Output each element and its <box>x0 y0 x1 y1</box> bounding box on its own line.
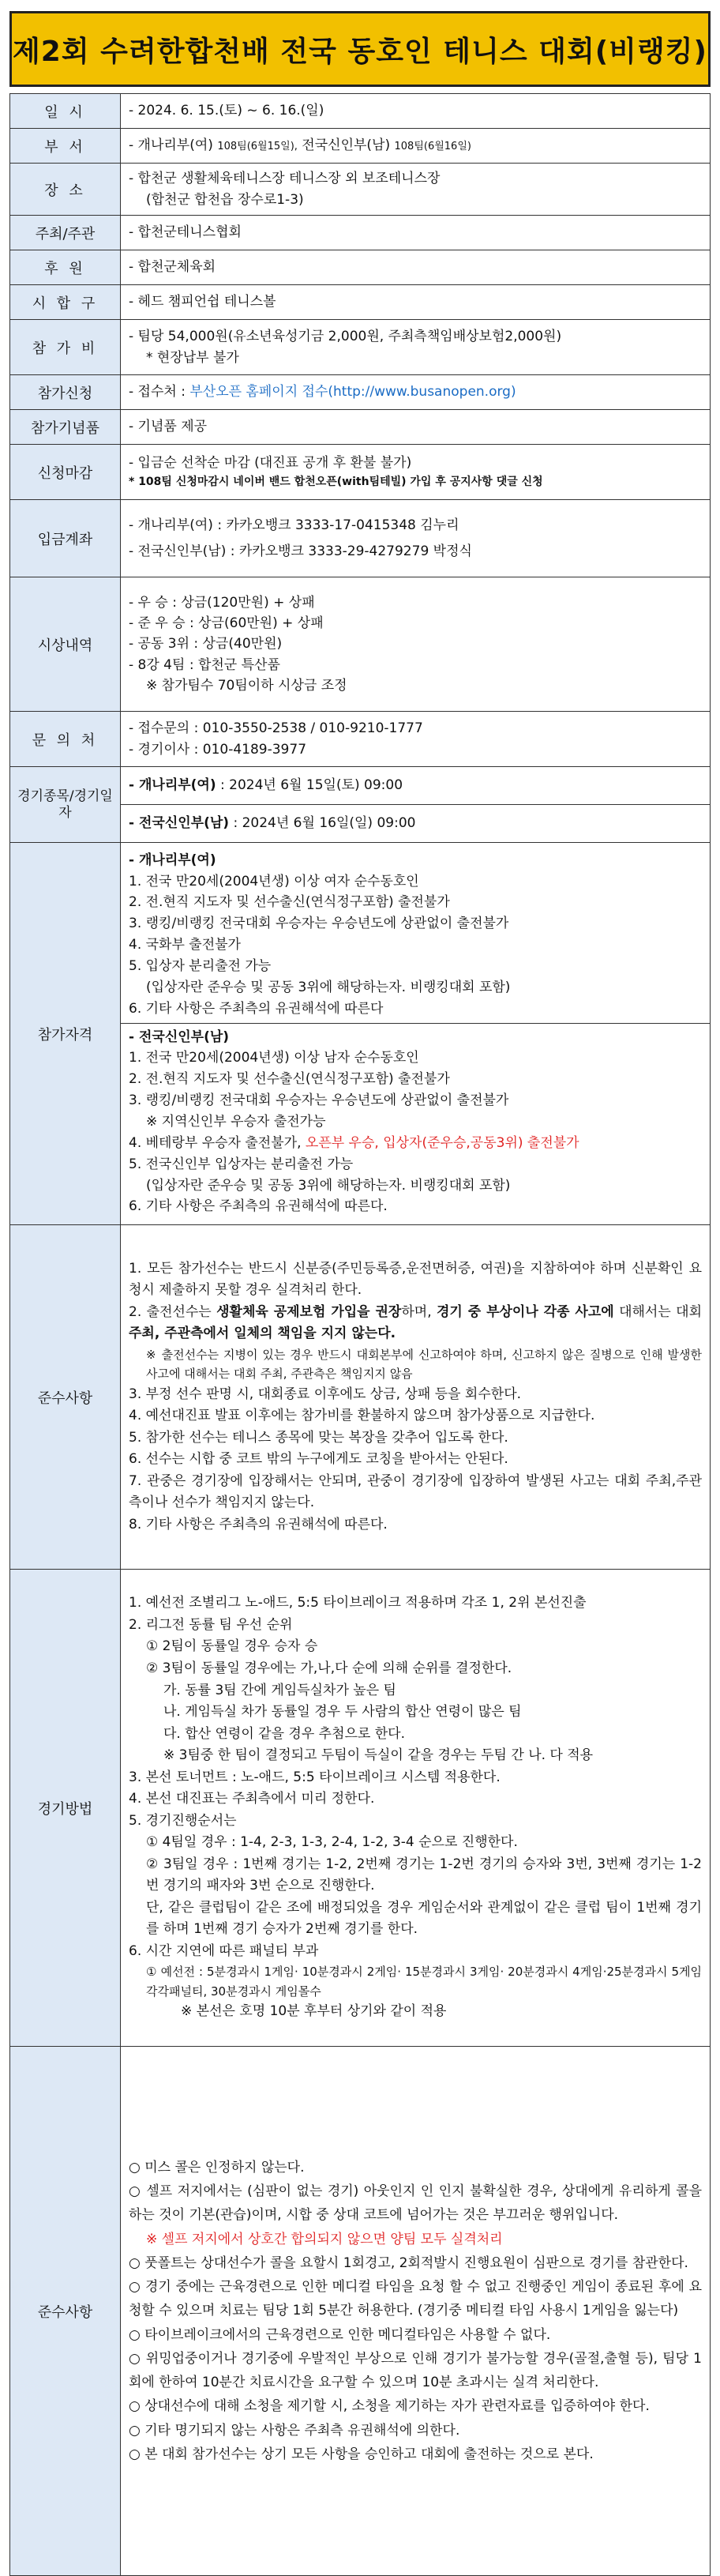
value-venue <box>121 164 711 216</box>
rule-item: 5. 참가한 선수는 테니스 종목에 맞는 복장을 갖추어 입도록 한다. <box>129 1429 508 1446</box>
value-schedule-men <box>121 805 711 843</box>
men-item: 1. 전국 만20세(2004년생) 이상 남자 순수동호인 <box>129 1050 419 1066</box>
men-item-4: 4. 베테랑부 우승자 출전불가, <box>129 1134 306 1151</box>
method-item: ② 3팀이 동률일 경우에는 가,나,다 순에 의해 순위를 결정한다. <box>146 1660 512 1677</box>
division-women-count: 108팀(6월15일), <box>217 141 298 153</box>
method-item: ※ 3팀중 한 팀이 결정되고 두팀이 득실이 같을 경우는 두팀 간 나. 다 적용 <box>163 1747 594 1764</box>
row-method <box>10 1570 711 2047</box>
women-item: 3. 랭킹/비랭킹 전국대회 우승자는 우승년도에 상관없이 출전불가 <box>129 916 509 932</box>
women-item: 6. 기타 사항은 주최측의 유권해석에 따른다 <box>129 1000 384 1017</box>
label-deadline: 신청마감 <box>10 445 121 500</box>
value-division <box>121 129 711 164</box>
value-rules1 <box>121 1225 711 1570</box>
prize-line: - 8강 4팀 : 합천군 특산품 <box>129 656 280 673</box>
rule2-item: ○ 본 대회 참가선수는 상기 모든 사항을 승인하고 대회에 출전하는 것으로 본다. <box>129 2446 594 2462</box>
value-account <box>121 500 711 577</box>
women-item: 2. 전.현직 지도자 및 선수출신(연식정구포함) 출전불가 <box>129 894 450 911</box>
rule2-text: 2. 출전선수는 <box>129 1303 217 1320</box>
schedule-men-label: - 전국신인부(남) <box>129 815 230 832</box>
prize-line: - 준 우 승 : 상금(60만원) + 상패 <box>129 615 324 631</box>
value-ball: - 헤드 챔피언쉽 테니스볼 <box>121 285 711 320</box>
label-qualification: 참가자격 <box>10 843 121 1225</box>
value-deadline <box>121 445 711 500</box>
row-deadline <box>10 445 711 500</box>
value-rules2 <box>121 2047 711 2576</box>
rule-item: 1. 모든 참가선수는 반드시 신분증(주민등록증,운전면허증, 여권)을 지참하여야 하며 신분확인 요청시 제출하지 못할 경우 실격처리 한다. <box>129 1260 702 1299</box>
label-account: 입금계좌 <box>10 500 121 577</box>
value-schedule-women <box>121 767 711 805</box>
value-gift: - 기념품 제공 <box>121 410 711 445</box>
method-item: 5. 경기진행순서는 <box>129 1812 237 1829</box>
rule-item: 3. 부정 선수 판명 시, 대회종료 이후에도 상금, 상패 등을 회수한다. <box>129 1386 522 1402</box>
prize-line: - 공동 3위 : 상금(40만원) <box>129 636 283 652</box>
label-gift: 참가기념품 <box>10 410 121 445</box>
value-apply <box>121 375 711 410</box>
rule2-bold: 생활체육 공제보험 가입을 권장 <box>216 1303 402 1320</box>
row-prize <box>10 577 711 712</box>
division-women: - 개나리부(여) <box>129 137 218 154</box>
women-item: 5. 입상자 분리출전 가능 <box>129 957 272 974</box>
rule2-note: ※ 출전선수는 지병이 있는 경우 반드시 대회본부에 신고하여야 하며, 신고하지 않은 질병으로 인해 발생한 사고에 대해서는 대회 주최, 주관측은 책임지지 않음 <box>146 1347 702 1382</box>
women-item: (입상자란 준우승 및 공동 3위에 해당하는자. 비랭킹대회 포함) <box>146 979 511 995</box>
method-item: 단, 같은 클럽팀이 같은 조에 배정되었을 경우 게임순서와 관계없이 같은 클럽 팀이 1번째 경기를 하며 1번째 경기 승자가 2번째 경기를 한다. <box>146 1899 702 1938</box>
row-date <box>10 94 711 129</box>
account-line2: - 전국신인부(남) : 카카오뱅크 3333-29-4279279 박정식 <box>129 543 472 559</box>
method-item: ※ 본선은 호명 10분 후부터 상기와 같이 적용 <box>181 2003 447 2020</box>
men-head: - 전국신인부(남) <box>129 1029 230 1045</box>
value-date: - 2024. 6. 15.(토) ~ 6. 16.(일) <box>121 94 711 129</box>
label-rules2: 준수사항 <box>10 2047 121 2576</box>
method-item: ① 2팀이 동률일 경우 승자 승 <box>146 1638 318 1655</box>
apply-prefix: - 접수처 : <box>129 384 190 401</box>
prize-line: - 우 승 : 상금(120만원) + 상패 <box>129 594 315 611</box>
schedule-women-label: - 개나리부(여) <box>129 777 216 794</box>
men-item: (입상자란 준우승 및 공동 3위에 해당하는자. 비랭킹대회 포함) <box>146 1177 511 1194</box>
label-venue: 장 소 <box>10 164 121 216</box>
row-ball <box>10 285 711 320</box>
rule2-warning: ※ 셀프 저지에서 상호간 합의되지 않으면 양팀 모두 실격처리 <box>146 2231 503 2247</box>
value-sponsor: - 합천군체육회 <box>121 250 711 285</box>
row-contact <box>10 712 711 767</box>
method-item: ① 예선전 : 5분경과시 1게임· 10분경과시 2게임· 15분경과시 3게임· 20분경과시 4게임·25분경과시 5게임 각각패널티, 30분경과시 게임몰수 <box>146 1965 702 1999</box>
label-sponsor: 후 원 <box>10 250 121 285</box>
value-prize <box>121 577 711 712</box>
row-qualification <box>10 843 711 1225</box>
method-item: ② 3팀일 경우 : 1번째 경기는 1-2, 2번째 경기는 1-2번 경기의 승자와 3번, 3번째 경기는 1-2번 경기의 패자와 3번 순으로 진행한다. <box>146 1856 702 1894</box>
label-apply: 참가신청 <box>10 375 121 410</box>
rule2-text: 하며, <box>401 1303 437 1320</box>
contact-line2: - 경기이사 : 010-4189-3977 <box>129 741 307 758</box>
women-item: 1. 전국 만20세(2004년생) 이상 여자 순수동호인 <box>129 873 419 889</box>
division-men-count: 108팀(6월16일) <box>394 141 471 153</box>
value-fee <box>121 320 711 375</box>
deadline-line2: * 108팀 신청마감시 네이버 밴드 합천오픈(with팀테빌) 가입 후 공지사항 댓글 신청 <box>129 475 543 488</box>
rule2-item: ○ 경기 중에는 근육경련으로 인한 메디컬 타임을 요청 할 수 없고 진행중인 게임이 종료된 후에 요청할 수 있으며 치료는 팀당 1회 5분간 허용한다. (경기중 메티컬 타임 사용시 1게임을 잃는다) <box>129 2279 702 2319</box>
men-item: 5. 전국신인부 입상자는 분리출전 가능 <box>129 1156 354 1172</box>
rule2-bold: 주최, 주관측에서 일체의 책임을 지지 않는다. <box>129 1326 396 1342</box>
label-host: 주최/주관 <box>10 216 121 250</box>
rule2-item: ○ 위밍업중이거나 경기중에 우발적인 부상으로 인해 경기가 불가능할 경우(골절,출혈 등), 팀당 1회에 한하여 10분간 치료시간을 요구할 수 있으며 10분 초과시는 실격 처리한다. <box>129 2350 702 2391</box>
label-rules1: 준수사항 <box>10 1225 121 1570</box>
rule2-item: ○ 상대선수에 대해 소청을 제기할 시, 소청을 제기하는 자가 관련자료를 입증하여야 한다. <box>129 2398 650 2415</box>
label-contact: 문 의 처 <box>10 712 121 767</box>
men-item <box>129 1133 702 1154</box>
method-item: 가. 동률 3팀 간에 게임득실차가 높은 팀 <box>163 1682 396 1698</box>
venue-line1: - 합천군 생활체육테니스장 테니스장 외 보조테니스장 <box>129 171 441 187</box>
label-schedule: 경기종목/경기일자 <box>10 767 121 843</box>
rule2-item: ○ 풋폴트는 상대선수가 콜을 요할시 1회경고, 2회적발시 진행요원이 심판으로 경기를 참관한다. <box>129 2254 688 2271</box>
rule-item: 7. 관중은 경기장에 입장해서는 안되며, 관중이 경기장에 입장하여 발생된 사고는 대회 주최,주관측이나 선수가 책임지지 않는다. <box>129 1472 702 1511</box>
men-item: 3. 랭킹/비랭킹 전국대회 우승자는 우승년도에 상관없이 출전불가 <box>129 1092 509 1109</box>
fee-line1: - 팀당 54,000원(유소년육성기금 2,000원, 주최측책임배상보험2,000원) <box>129 329 562 345</box>
row-rules1 <box>10 1225 711 1570</box>
row-sponsor <box>10 250 711 285</box>
division-men: 전국신인부(남) <box>297 137 395 154</box>
row-schedule-women <box>10 767 711 805</box>
prize-line: ※ 참가팀수 70팀이하 시상금 조정 <box>146 678 347 694</box>
row-division <box>10 129 711 164</box>
contact-line1: - 접수문의 : 010-3550-2538 / 010-9210-1777 <box>129 720 423 737</box>
row-gift <box>10 410 711 445</box>
method-item: 다. 합산 연령이 같을 경우 추첨으로 한다. <box>163 1725 405 1742</box>
label-fee: 참 가 비 <box>10 320 121 375</box>
label-division: 부 서 <box>10 129 121 164</box>
value-contact <box>121 712 711 767</box>
rule-item: 6. 선수는 시합 중 코트 밖의 누구에게도 코칭을 받아서는 안된다. <box>129 1451 508 1468</box>
row-rules2 <box>10 2047 711 2576</box>
page-title: 제2회 수려한합천배 전국 동호인 테니스 대회(비랭킹) <box>9 11 711 87</box>
rule2-bold: 경기 중 부상이나 각종 사고에 <box>436 1303 614 1320</box>
value-method <box>121 1570 711 2047</box>
rule-item: 8. 기타 사항은 주최측의 유권해석에 따른다. <box>129 1516 388 1532</box>
method-item: ① 4팀일 경우 : 1-4, 2-3, 1-3, 2-4, 1-2, 3-4 순으로 진행한다. <box>146 1834 518 1851</box>
row-apply <box>10 375 711 410</box>
value-host: - 합천군테니스협회 <box>121 216 711 250</box>
fee-line2: * 현장납부 불가 <box>146 349 239 366</box>
rule2-item: ○ 셀프 저지에서는 (심판이 없는 경기) 아웃인지 인 인지 불확실한 경우, 상대에게 유리하게 콜을 하는 것이 기본(관습)이며, 시합 중 상대 코트에 넘어가는 것은 부끄러운 행위입니다. <box>129 2183 702 2224</box>
method-item: 2. 리그전 동률 팀 우선 순위 <box>129 1616 293 1633</box>
rule2-text: 대해서는 대회 <box>613 1303 703 1320</box>
info-table <box>9 93 711 2576</box>
rule2-item: ○ 기타 명기되지 않는 사항은 주최측 유권해석에 의한다. <box>129 2422 460 2439</box>
schedule-women-date: : 2024년 6월 15일(토) 09:00 <box>216 777 403 794</box>
men-item: 6. 기타 사항은 주최측의 유권해석에 따른다. <box>129 1198 388 1215</box>
label-ball: 시 합 구 <box>10 285 121 320</box>
men-item: 2. 전.현직 지도자 및 선수출신(연식정구포함) 출전불가 <box>129 1071 450 1088</box>
method-item: 1. 예선전 조별리그 노-애드, 5:5 타이브레이크 적용하며 각조 1, 2위 본선진출 <box>129 1595 587 1611</box>
men-item-4-highlight: 오픈부 우승, 입상자(준우승,공동3위) 출전불가 <box>305 1134 579 1151</box>
rule-item: 4. 예선대진표 발표 이후에는 참가비를 환불하지 않으며 참가상품으로 지급한다. <box>129 1408 595 1424</box>
apply-link[interactable]: 부산오픈 홈페이지 접수(http://www.busanopen.org) <box>189 384 516 401</box>
method-item: 나. 게임득실 차가 동률일 경우 두 사람의 합산 연령이 많은 팀 <box>163 1704 522 1720</box>
divider <box>121 1023 710 1024</box>
deadline-line1: - 입금순 선착순 마감 (대진표 공개 후 환불 불가) <box>129 455 412 472</box>
schedule-men-date: : 2024년 6월 16일(일) 09:00 <box>229 815 416 832</box>
label-method: 경기방법 <box>10 1570 121 2047</box>
account-line1: - 개나리부(여) : 카카오뱅크 3333-17-0415348 김누리 <box>129 517 459 534</box>
rule-item <box>129 1302 702 1345</box>
women-item: 4. 국화부 출전불가 <box>129 937 241 953</box>
row-fee <box>10 320 711 375</box>
rule2-item: ○ 미스 콜은 인정하지 않는다. <box>129 2159 305 2175</box>
method-item: 4. 본선 대진표는 주최측에서 미리 정한다. <box>129 1791 375 1807</box>
value-qualification <box>121 843 711 1225</box>
method-item: 6. 시간 지연에 따른 패널티 부과 <box>129 1942 319 1959</box>
label-prize: 시상내역 <box>10 577 121 712</box>
label-date: 일 시 <box>10 94 121 129</box>
row-account <box>10 500 711 577</box>
men-item: ※ 지역신인부 우승자 출전가능 <box>146 1114 326 1130</box>
method-item: 3. 본선 토너먼트 : 노-애드, 5:5 타이브레이크 시스템 적용한다. <box>129 1769 501 1785</box>
rule2-item: ○ 타이브레이크에서의 근육경련으로 인한 메디컬타임은 사용할 수 없다. <box>129 2326 551 2343</box>
row-venue <box>10 164 711 216</box>
row-host <box>10 216 711 250</box>
venue-line2: (합천군 합천읍 장수로1-3) <box>146 191 304 208</box>
women-head: - 개나리부(여) <box>129 852 216 868</box>
